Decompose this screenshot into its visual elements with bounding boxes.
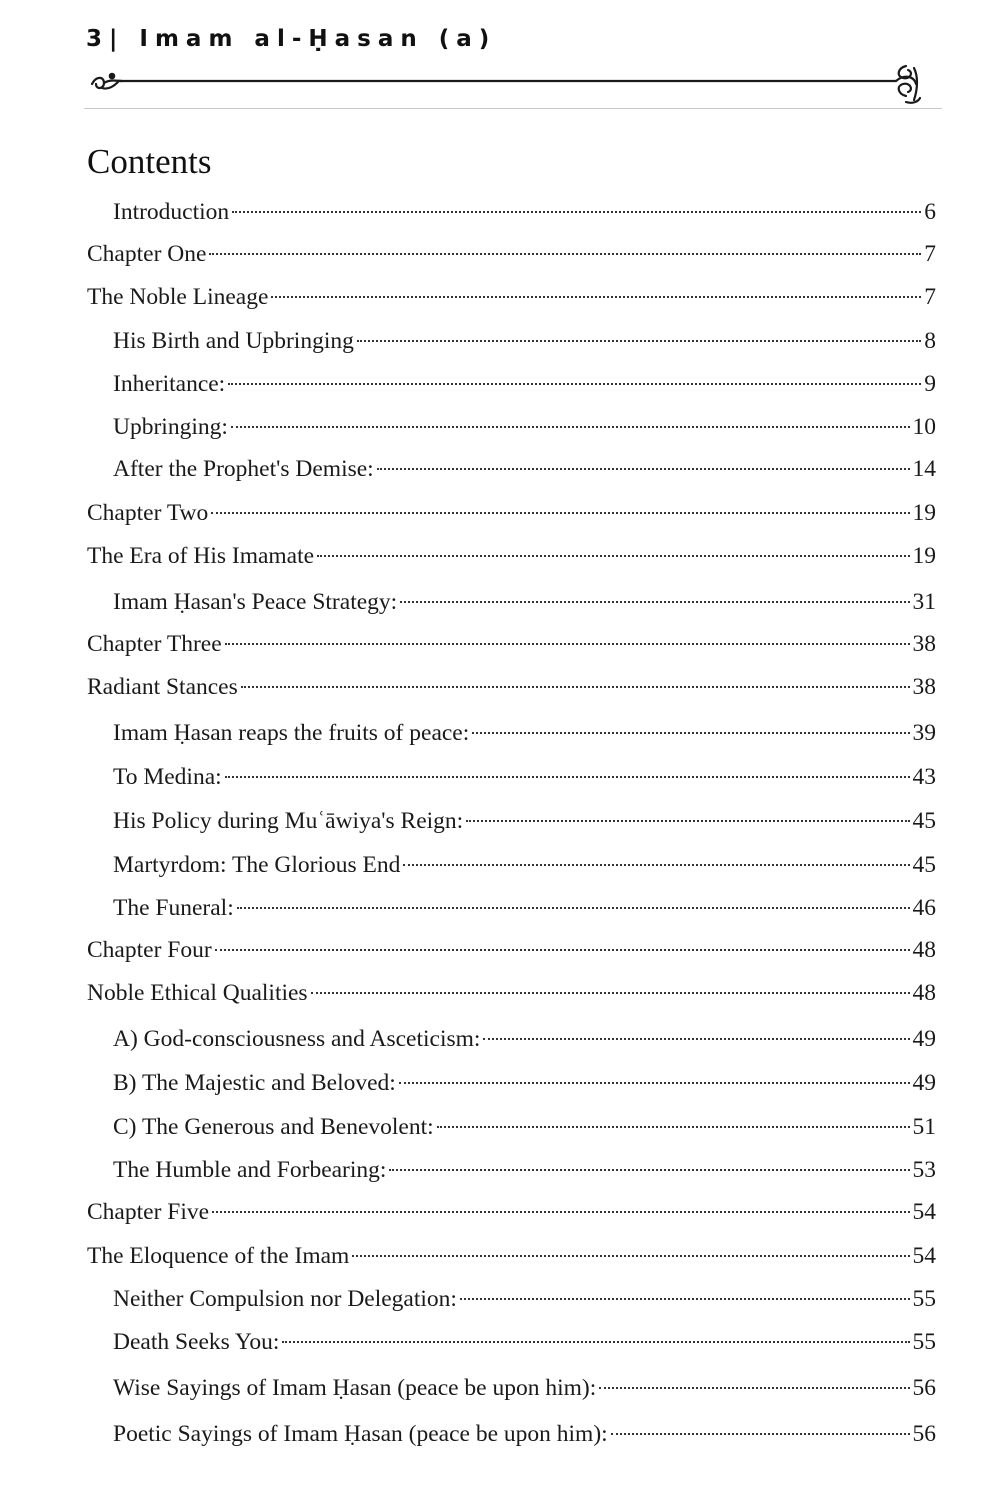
toc-entry-page: 38 — [912, 674, 936, 700]
dot-leader — [611, 1433, 910, 1435]
toc-entry-page: 56 — [912, 1421, 936, 1447]
toc-entry-page: 14 — [912, 456, 936, 482]
dot-leader — [211, 512, 909, 514]
toc-entry-page: 7 — [924, 284, 936, 310]
toc-entry-label: Poetic Sayings of Imam Ḥasan (peace be upon him): — [113, 1421, 608, 1447]
toc-entry[interactable] — [87, 672, 936, 702]
toc-entry[interactable] — [87, 978, 936, 1008]
toc-entry-page: 7 — [924, 241, 936, 267]
toc-entry[interactable] — [113, 197, 936, 227]
toc-entry-page: 39 — [912, 720, 936, 746]
toc-entry-label: Imam Ḥasan reaps the fruits of peace: — [113, 720, 470, 746]
toc-entry-label: A) God-consciousness and Asceticism: — [113, 1026, 481, 1052]
toc-entry[interactable] — [113, 369, 936, 399]
toc-entry[interactable] — [87, 935, 936, 965]
toc-entry-page: 53 — [912, 1157, 936, 1183]
dot-leader — [209, 253, 921, 255]
toc-entry-page: 48 — [912, 937, 936, 963]
toc-entry[interactable] — [113, 1284, 936, 1314]
toc-entry-page: 45 — [912, 852, 936, 878]
dot-leader — [282, 1341, 909, 1343]
toc-entry-label: Introduction — [113, 199, 230, 225]
toc-entry[interactable] — [113, 1373, 936, 1403]
dot-leader — [377, 468, 910, 470]
toc-entry-label: Martyrdom: The Glorious End — [113, 852, 401, 878]
toc-entry-label: The Eloquence of the Imam — [87, 1243, 350, 1269]
toc-entry[interactable] — [113, 850, 936, 880]
toc-entry[interactable] — [87, 629, 936, 659]
toc-entry-label: Noble Ethical Qualities — [87, 980, 308, 1006]
dot-leader — [399, 1082, 910, 1084]
dot-leader — [228, 383, 921, 385]
toc-entry-label: Imam Ḥasan's Peace Strategy: — [113, 589, 398, 615]
toc-entry-label: Death Seeks You: — [113, 1329, 280, 1355]
toc-entry-page: 54 — [912, 1243, 936, 1269]
dot-leader — [466, 820, 909, 822]
toc-entry-page: 8 — [924, 328, 936, 354]
toc-entry-label: To Medina: — [113, 764, 222, 790]
toc-entry-page: 38 — [912, 631, 936, 657]
toc-entry[interactable] — [113, 587, 936, 617]
toc-entry[interactable] — [113, 1112, 936, 1142]
toc-entry[interactable] — [113, 326, 936, 356]
toc-entry-page: 49 — [912, 1026, 936, 1052]
toc-entry-label: The Era of His Imamate — [87, 543, 315, 569]
dot-leader — [317, 555, 909, 557]
dot-leader — [483, 1038, 909, 1040]
toc-entry[interactable] — [87, 239, 936, 269]
toc-entry-page: 19 — [912, 543, 936, 569]
toc-entry-page: 55 — [912, 1286, 936, 1312]
dot-leader — [231, 426, 910, 428]
toc-entry-label: Chapter One — [87, 241, 207, 267]
toc-entry-label: After the Prophet's Demise: — [113, 456, 374, 482]
toc-entry[interactable] — [113, 806, 936, 836]
dot-leader — [237, 907, 910, 909]
toc-entry-page: 45 — [912, 808, 936, 834]
toc-entry-label: His Birth and Upbringing — [113, 328, 354, 354]
dot-leader — [225, 776, 910, 778]
toc-entry-label: The Funeral: — [113, 895, 234, 921]
dot-leader — [232, 211, 921, 213]
toc-entry[interactable] — [113, 1024, 936, 1054]
dot-leader — [472, 732, 909, 734]
toc-entry[interactable] — [113, 1068, 936, 1098]
toc-entry-page: 43 — [912, 764, 936, 790]
dot-leader — [225, 643, 910, 645]
dot-leader — [215, 949, 910, 951]
toc-entry[interactable] — [113, 1155, 936, 1185]
dot-leader — [599, 1387, 909, 1389]
toc-entry-label: Neither Compulsion nor Delegation: — [113, 1286, 457, 1312]
toc-entry-page: 54 — [912, 1199, 936, 1225]
dot-leader — [212, 1211, 909, 1213]
toc-entry[interactable] — [87, 498, 936, 528]
toc-entry-page: 10 — [912, 414, 936, 440]
toc-entry[interactable] — [87, 541, 936, 571]
dot-leader — [400, 601, 909, 603]
toc-entry[interactable] — [113, 718, 936, 748]
toc-entry-label: Chapter Two — [87, 500, 209, 526]
toc-entry-label: The Noble Lineage — [87, 284, 269, 310]
dot-leader — [403, 864, 909, 866]
toc-entry-page: 56 — [912, 1375, 936, 1401]
toc-entry-label: B) The Majestic and Beloved: — [113, 1070, 396, 1096]
toc-entry[interactable] — [87, 282, 936, 312]
toc-entry-page: 51 — [912, 1114, 936, 1140]
toc-entry-label: Chapter Five — [87, 1199, 210, 1225]
toc-entry-page: 55 — [912, 1329, 936, 1355]
toc-entry-page: 49 — [912, 1070, 936, 1096]
toc-entry[interactable] — [113, 1419, 936, 1449]
contents-title: Contents — [87, 142, 212, 181]
dot-leader — [460, 1298, 910, 1300]
toc-entry[interactable] — [87, 1241, 936, 1271]
dot-leader — [241, 686, 910, 688]
running-head: 3| Imam al-Ḥasan (a) — [86, 26, 497, 52]
toc-entry-label: His Policy during Muʿāwiya's Reign: — [113, 808, 464, 834]
toc-entry[interactable] — [113, 893, 936, 923]
toc-entry-page: 46 — [912, 895, 936, 921]
toc-entry-page: 48 — [912, 980, 936, 1006]
toc-entry-label: Chapter Three — [87, 631, 222, 657]
toc-entry-label: Radiant Stances — [87, 674, 238, 700]
toc-entry[interactable] — [113, 1327, 936, 1357]
toc-entry-label: The Humble and Forbearing: — [113, 1157, 387, 1183]
toc-entry-label: Wise Sayings of Imam Ḥasan (peace be upon him): — [113, 1375, 597, 1401]
dot-leader — [357, 340, 921, 342]
toc-entry[interactable] — [113, 454, 936, 484]
dot-leader — [389, 1169, 909, 1171]
toc-entry[interactable] — [113, 412, 936, 442]
toc-entry-label: Chapter Four — [87, 937, 212, 963]
toc-entry-page: 31 — [912, 589, 936, 615]
toc-entry-page: 19 — [912, 500, 936, 526]
toc-entry-label: Upbringing: — [113, 414, 228, 440]
dot-leader — [352, 1255, 909, 1257]
dot-leader — [437, 1126, 910, 1128]
toc-entry-label: C) The Generous and Benevolent: — [113, 1114, 434, 1140]
toc-entry-page: 6 — [924, 199, 936, 225]
toc-entry[interactable] — [113, 762, 936, 792]
toc-entry-label: Inheritance: — [113, 371, 226, 397]
toc-entry-page: 9 — [924, 371, 936, 397]
dot-leader — [271, 296, 921, 298]
toc-entry[interactable] — [87, 1197, 936, 1227]
dot-leader — [311, 992, 910, 994]
